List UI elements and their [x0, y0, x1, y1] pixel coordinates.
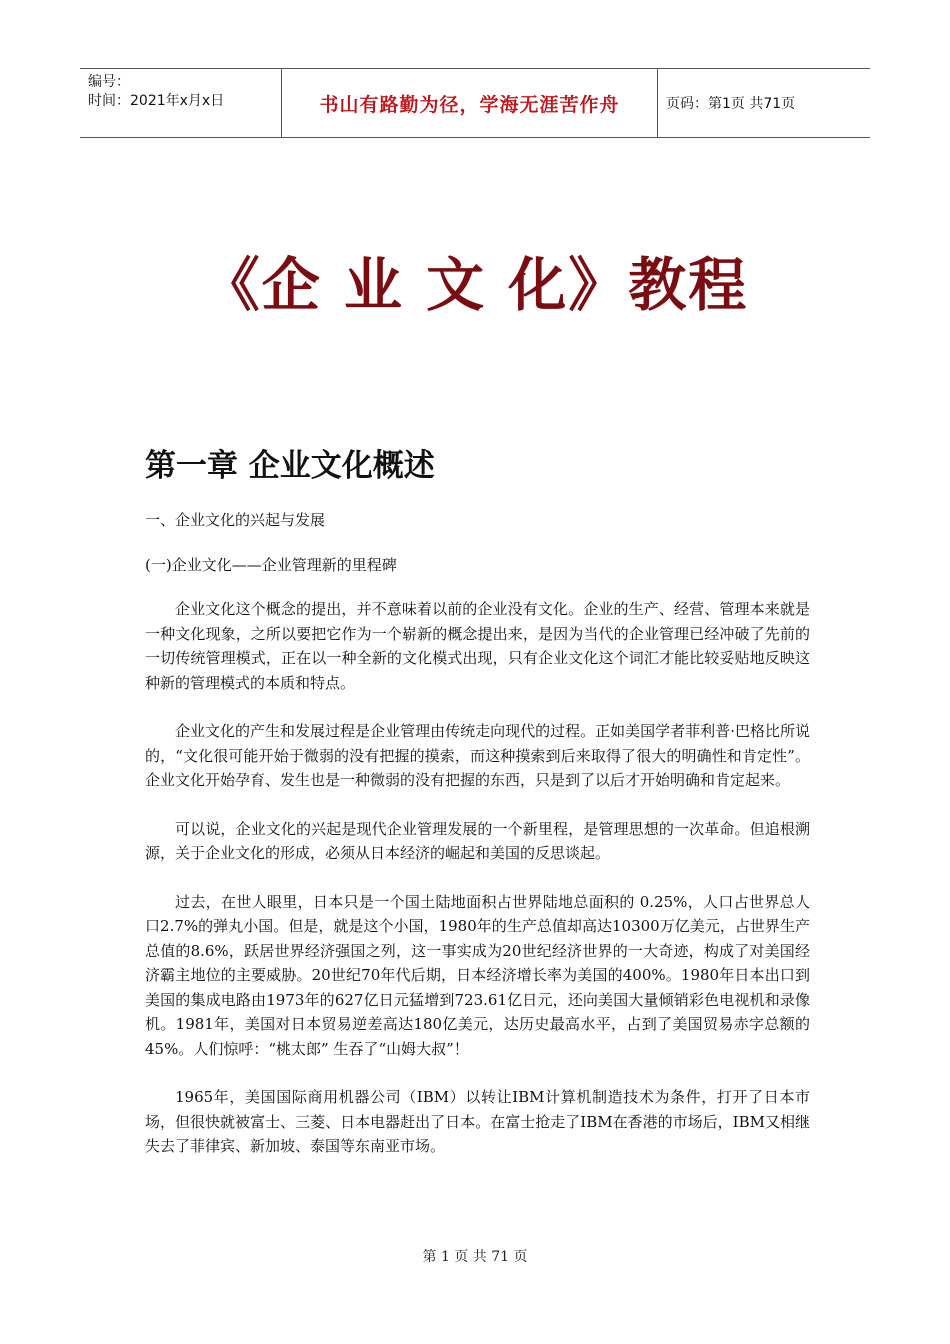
paragraph: 企业文化这个概念的提出，并不意味着以前的企业没有文化。企业的生产、经营、管理本来就是一种文化现象，之所以要把它作为一个崭新的概念提出来，是因为当代的企业管理已经冲破了先前的一切传统管理模式，正在以一种全新的文化模式出现，只有企业文化这个词汇才能比较妥贴地反映这种新的管理模式的本质和特点。: [145, 600, 810, 692]
body-content: [145, 508, 810, 1183]
paragraph: 企业文化的产生和发展过程是企业管理由传统走向现代的过程。正如美国学者菲利普·巴格比所说的，“文化很可能开始于微弱的没有把握的摸索，而这种摸索到后来取得了很大的明确性和肯定性”。企业文化开始孕育、发生也是一种微弱的没有把握的东西，只是到了以后才开始明确和肯定起来。: [145, 722, 810, 789]
number-label: 编号：: [88, 74, 130, 90]
section-heading: 一、企业文化的兴起与发展: [145, 511, 326, 529]
paragraph: 过去，在世人眼里，日本只是一个国土陆地面积占世界陆地总面积的 0.25%，人口占世界总人口2.7%的弹丸小国。但是，就是这个小国，1980年的生产总值却高达10300万亿美元，占世界生产总值的8.6%，跃居世界经济强国之列，这一事实成为20世纪经济世界的一大奇迹，构成了对美国经济霸主地位的主要威胁。20世纪70年代后期，日本经济增长率为美国的400%。1980年日本出口到美国的集成电路由1973年的627亿日元猛增到723.61亿日元，还向美国大量倾销彩色电视机和录像机。1981年，美国对日本贸易逆差高达180亿美元，达历史最高水平，占到了美国贸易赤字总额的45%。人们惊呼：“桃太郎” 生吞了“山姆大叔”！: [145, 892, 810, 1058]
header-page-number: 页码：第1页 共71页: [666, 96, 796, 112]
chapter-heading: 第一章 企业文化概述: [145, 448, 435, 484]
page-footer: 第 1 页 共 71 页: [422, 1249, 528, 1265]
time-label: 时间：2021年x月x日: [88, 93, 225, 109]
document-title: 《企 业 文 化》教程: [201, 251, 749, 319]
paragraph: 可以说，企业文化的兴起是现代企业管理发展的一个新里程，是管理思想的一次革命。但追根溯源，关于企业文化的形成，必须从日本经济的崛起和美国的反思谈起。: [145, 819, 810, 862]
subsection-heading: (一)企业文化——企业管理新的里程碑: [145, 555, 397, 574]
page-header: [80, 68, 870, 138]
header-meta: [80, 69, 282, 137]
paragraph: 1965年，美国国际商用机器公司（IBM）以转让IBM计算机制造技术为条件，打开了日本市场，但很快就被富士、三菱、日本电器赶出了日本。在富士抢走了IBM在香港的市场后，IBM又相继失去了菲律宾、新加坡、泰国等东南亚市场。: [145, 1088, 810, 1155]
header-motto: 书山有路勤为径，学海无涯苦作舟: [282, 69, 658, 137]
